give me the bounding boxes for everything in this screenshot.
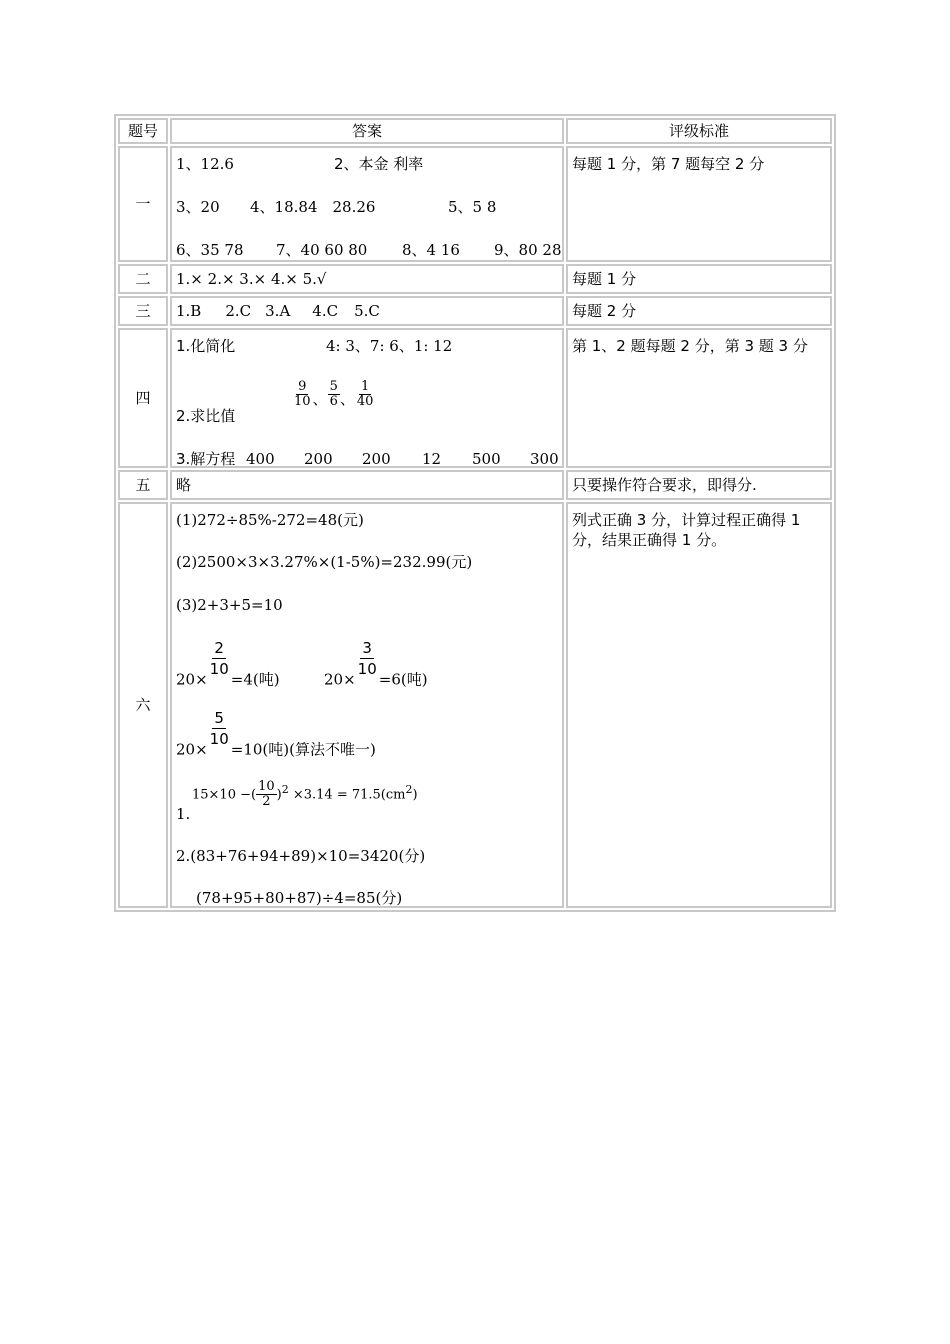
criteria-cell: 第 1、2 题每题 2 分，第 3 题 3 分: [566, 328, 832, 468]
answer-item: 6、35 78: [176, 241, 244, 259]
row-number: 五: [118, 470, 168, 500]
table-row: [118, 146, 832, 262]
answer-item: 2、本金 利率: [334, 155, 424, 173]
fraction: [356, 638, 379, 679]
expr-part: =4(吨): [230, 670, 280, 689]
answer-cell: 略: [170, 470, 564, 500]
answer-table: [114, 114, 836, 912]
numerator: 5: [214, 709, 224, 727]
numerator: 2: [214, 639, 224, 657]
numerator: 9: [298, 379, 307, 394]
expr-part: =10(吨)(算法不唯一): [230, 740, 376, 759]
criteria-cell: 每题 1 分: [566, 264, 832, 294]
table-row: [118, 264, 832, 294]
fraction: [208, 638, 231, 679]
table-row: [118, 296, 832, 326]
answer-item: 1、12.6: [176, 155, 234, 173]
numerator: 5: [329, 379, 338, 394]
fraction: [292, 380, 313, 409]
criteria-cell: 每题 1 分，第 7 题每空 2 分: [566, 146, 832, 262]
expr-part: 20×: [176, 670, 208, 689]
table-row: [118, 502, 832, 908]
answer-cell: [170, 328, 564, 468]
answer-item: 500: [472, 450, 501, 468]
fraction: [355, 380, 376, 409]
answer-item: 2.C: [225, 302, 252, 320]
answer-item: 12: [422, 450, 442, 468]
formula-equation: 15×10 −( $\frac{10}{2}$ )$^2 \times 3.14 = 71.5(cm^2)$: [192, 779, 418, 810]
denominator: 40: [356, 394, 374, 409]
answer-item: 5、5 8: [448, 198, 497, 216]
expr-part: ×3.14 = 71.5(cm: [292, 787, 406, 803]
header-row: [118, 118, 832, 144]
answer-item: 7、40 60 80: [276, 241, 368, 259]
answer-item: 300: [530, 450, 559, 468]
header-criteria: 评级标准: [566, 118, 832, 144]
answer-label: 1.化简化: [176, 337, 236, 355]
answer-item: 8、4 16: [402, 241, 460, 259]
denominator: 10: [294, 394, 311, 409]
table-row: [118, 328, 832, 468]
answer-item: 4、18.84 28.26: [250, 198, 376, 216]
answer-item: 3.A: [265, 302, 291, 320]
answer-line: 2.(83+76+94+89)×10=3420(分): [176, 847, 426, 865]
answer-item: 9、80 28: [494, 241, 562, 259]
answer-line: [324, 638, 428, 690]
answer-cell: [170, 146, 564, 262]
answer-cell: [170, 502, 564, 908]
answer-line: [176, 708, 376, 760]
row-number: 六: [118, 502, 168, 908]
answer-item: 5.C: [354, 302, 380, 320]
answer-cell: 1.× 2.× 3.× 4.× 5.√: [170, 264, 564, 294]
denominator: 10: [209, 730, 229, 748]
row-number: 二: [118, 264, 168, 294]
criteria-cell: 只要操作符合要求，即得分.: [566, 470, 832, 500]
row-number: 一: [118, 146, 168, 262]
answer-item: 200: [362, 450, 391, 468]
fraction-group: [292, 380, 375, 409]
formula-label: 1.: [176, 805, 191, 823]
answer-line: (2)2500×3×3.27%×(1-5%)=232.99(元): [176, 553, 473, 571]
table-row: [118, 470, 832, 500]
numerator: 3: [362, 639, 372, 657]
fraction: [208, 708, 231, 749]
answer-item: 200: [304, 450, 333, 468]
denominator: 2: [262, 794, 271, 810]
row-number: 四: [118, 328, 168, 468]
numerator: 10: [258, 779, 275, 795]
answer-line: [176, 638, 280, 690]
fraction: [256, 780, 277, 809]
expr-part: =6(吨): [378, 670, 428, 689]
expr-part: ): [412, 787, 418, 803]
answer-item: 400: [246, 450, 275, 468]
answer-label: 2.求比值: [176, 407, 236, 425]
expr-part: 20×: [176, 740, 208, 759]
numerator: 1: [360, 379, 370, 394]
denominator: 10: [357, 660, 377, 678]
criteria-cell: 列式正确 3 分，计算过程正确得 1 分，结果正确得 1 分。: [566, 502, 832, 908]
separator: 、: [339, 390, 355, 408]
answer-item: 3、20: [176, 198, 220, 216]
answer-line: (78+95+80+87)÷4=85(分): [196, 889, 403, 907]
answer-item: 4.C: [312, 302, 339, 320]
exponent: 2: [405, 783, 413, 796]
fraction: [328, 380, 340, 409]
separator: 、: [312, 390, 328, 408]
answer-item: 4: 3、7: 6、1: 12: [326, 337, 453, 355]
answer-sheet: [114, 114, 836, 912]
exponent: 2: [281, 783, 289, 796]
answer-item: 1.B: [176, 302, 202, 320]
row-number: 三: [118, 296, 168, 326]
denominator: 10: [209, 660, 229, 678]
answer-label: 3.解方程: [176, 450, 236, 468]
expr-part: 15×10 −(: [192, 787, 257, 803]
header-answer: 答案: [170, 118, 564, 144]
answer-line: (1)272÷85%-272=48(元): [176, 511, 364, 529]
answer-cell: [170, 296, 564, 326]
header-number: 题号: [118, 118, 168, 144]
denominator: 6: [329, 394, 338, 409]
answer-line: (3)2+3+5=10: [176, 596, 283, 614]
expr-part: 20×: [324, 670, 356, 689]
criteria-cell: 每题 2 分: [566, 296, 832, 326]
